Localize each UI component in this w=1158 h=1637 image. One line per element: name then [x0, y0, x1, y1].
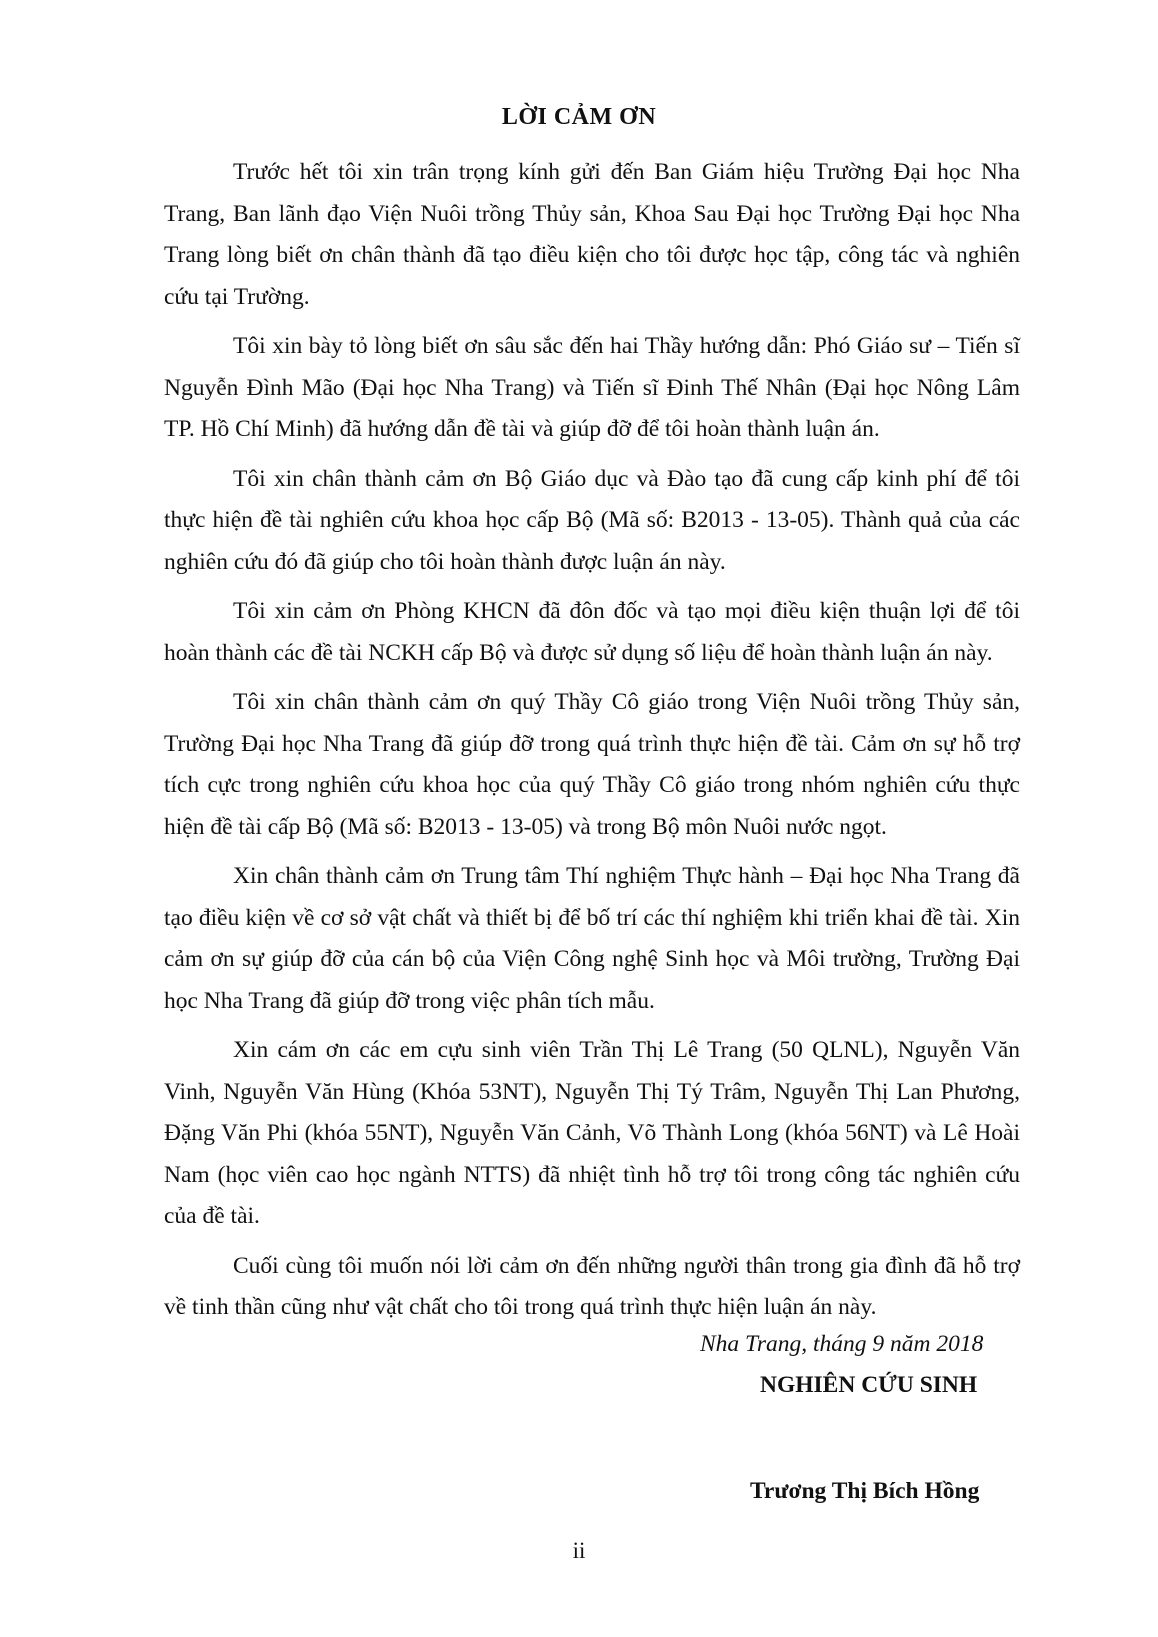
acknowledgement-body: [164, 152, 1020, 1337]
paragraph-2: Tôi xin bày tỏ lòng biết ơn sâu sắc đến hai Thầy hướng dẫn: Phó Giáo sư – Tiến sĩ Nguyễn Đình Mão (Đại học Nha Trang) và Tiến sĩ Đinh Thế Nhân (Đại học Nông Lâm TP. Hồ Chí Minh) đã hướng dẫn đề tài và giúp đỡ để tôi hoàn thành luận án.: [164, 333, 1020, 442]
paragraph-8: Cuối cùng tôi muốn nói lời cảm ơn đến những người thân trong gia đình đã hỗ trợ về tinh thần cũng như vật chất cho tôi trong quá trình thực hiện luận án này.: [164, 1252, 1020, 1320]
signature-place-date: Nha Trang, tháng 9 năm 2018: [700, 1331, 984, 1357]
page-title: LỜI CẢM ƠN: [501, 104, 657, 130]
paragraph-4: Tôi xin cảm ơn Phòng KHCN đã đôn đốc và tạo mọi điều kiện thuận lợi để tôi hoàn thành các đề tài NCKH cấp Bộ và được sử dụng số liệu để hoàn thành luận án này.: [164, 598, 1020, 666]
paragraph-3: Tôi xin chân thành cảm ơn Bộ Giáo dục và Đào tạo đã cung cấp kinh phí để tôi thực hiện đề tài nghiên cứu khoa học cấp Bộ (Mã số: B2013 - 13-05). Thành quả của các nghiên cứu đó đã giúp cho tôi hoàn thành được luận án này.: [164, 465, 1020, 575]
page-number: ii: [572, 1538, 586, 1563]
paragraph-1: Trước hết tôi xin trân trọng kính gửi đến Ban Giám hiệu Trường Đại học Nha Trang, Ban lãnh đạo Viện Nuôi trồng Thủy sản, Khoa Sau Đại học Trường Đại học Nha Trang lòng biết ơn chân thành đã tạo điều kiện cho tôi được học tập, công tác và nghiên cứu tại Trường.: [164, 159, 1020, 310]
paragraph-7: Xin cám ơn các em cựu sinh viên Trần Thị Lê Trang (50 QLNL), Nguyễn Văn Vinh, Nguyễn Văn Hùng (Khóa 53NT), Nguyễn Thị Tý Trâm, Nguyễn Thị Lan Phương, Đặng Văn Phi (khóa 55NT), Nguyễn Văn Cảnh, Võ Thành Long (khóa 56NT) và Lê Hoài Nam (học viên cao học ngành NTTS) đã nhiệt tình hỗ trợ tôi trong công tác nghiên cứu của đề tài.: [164, 1037, 1020, 1229]
paragraph-6: Xin chân thành cảm ơn Trung tâm Thí nghiệm Thực hành – Đại học Nha Trang đã tạo điều kiện về cơ sở vật chất và thiết bị để bố trí các thí nghiệm khi triển khai đề tài. Xin cảm ơn sự giúp đỡ của cán bộ của Viện Công nghệ Sinh học và Môi trường, Trường Đại học Nha Trang đã giúp đỡ trong việc phân tích mẫu.: [164, 863, 1020, 1014]
signature-name: Trương Thị Bích Hồng: [750, 1478, 980, 1504]
signature-role: NGHIÊN CỨU SINH: [760, 1372, 978, 1398]
paragraph-5: Tôi xin chân thành cảm ơn quý Thầy Cô giáo trong Viện Nuôi trồng Thủy sản, Trường Đại học Nha Trang đã giúp đỡ trong quá trình thực hiện đề tài. Cảm ơn sự hỗ trợ tích cực trong nghiên cứu khoa học của quý Thầy Cô giáo trong nhóm nghiên cứu thực hiện đề tài cấp Bộ (Mã số: B2013 - 13-05) và trong Bộ môn Nuôi nước ngọt.: [164, 689, 1020, 840]
